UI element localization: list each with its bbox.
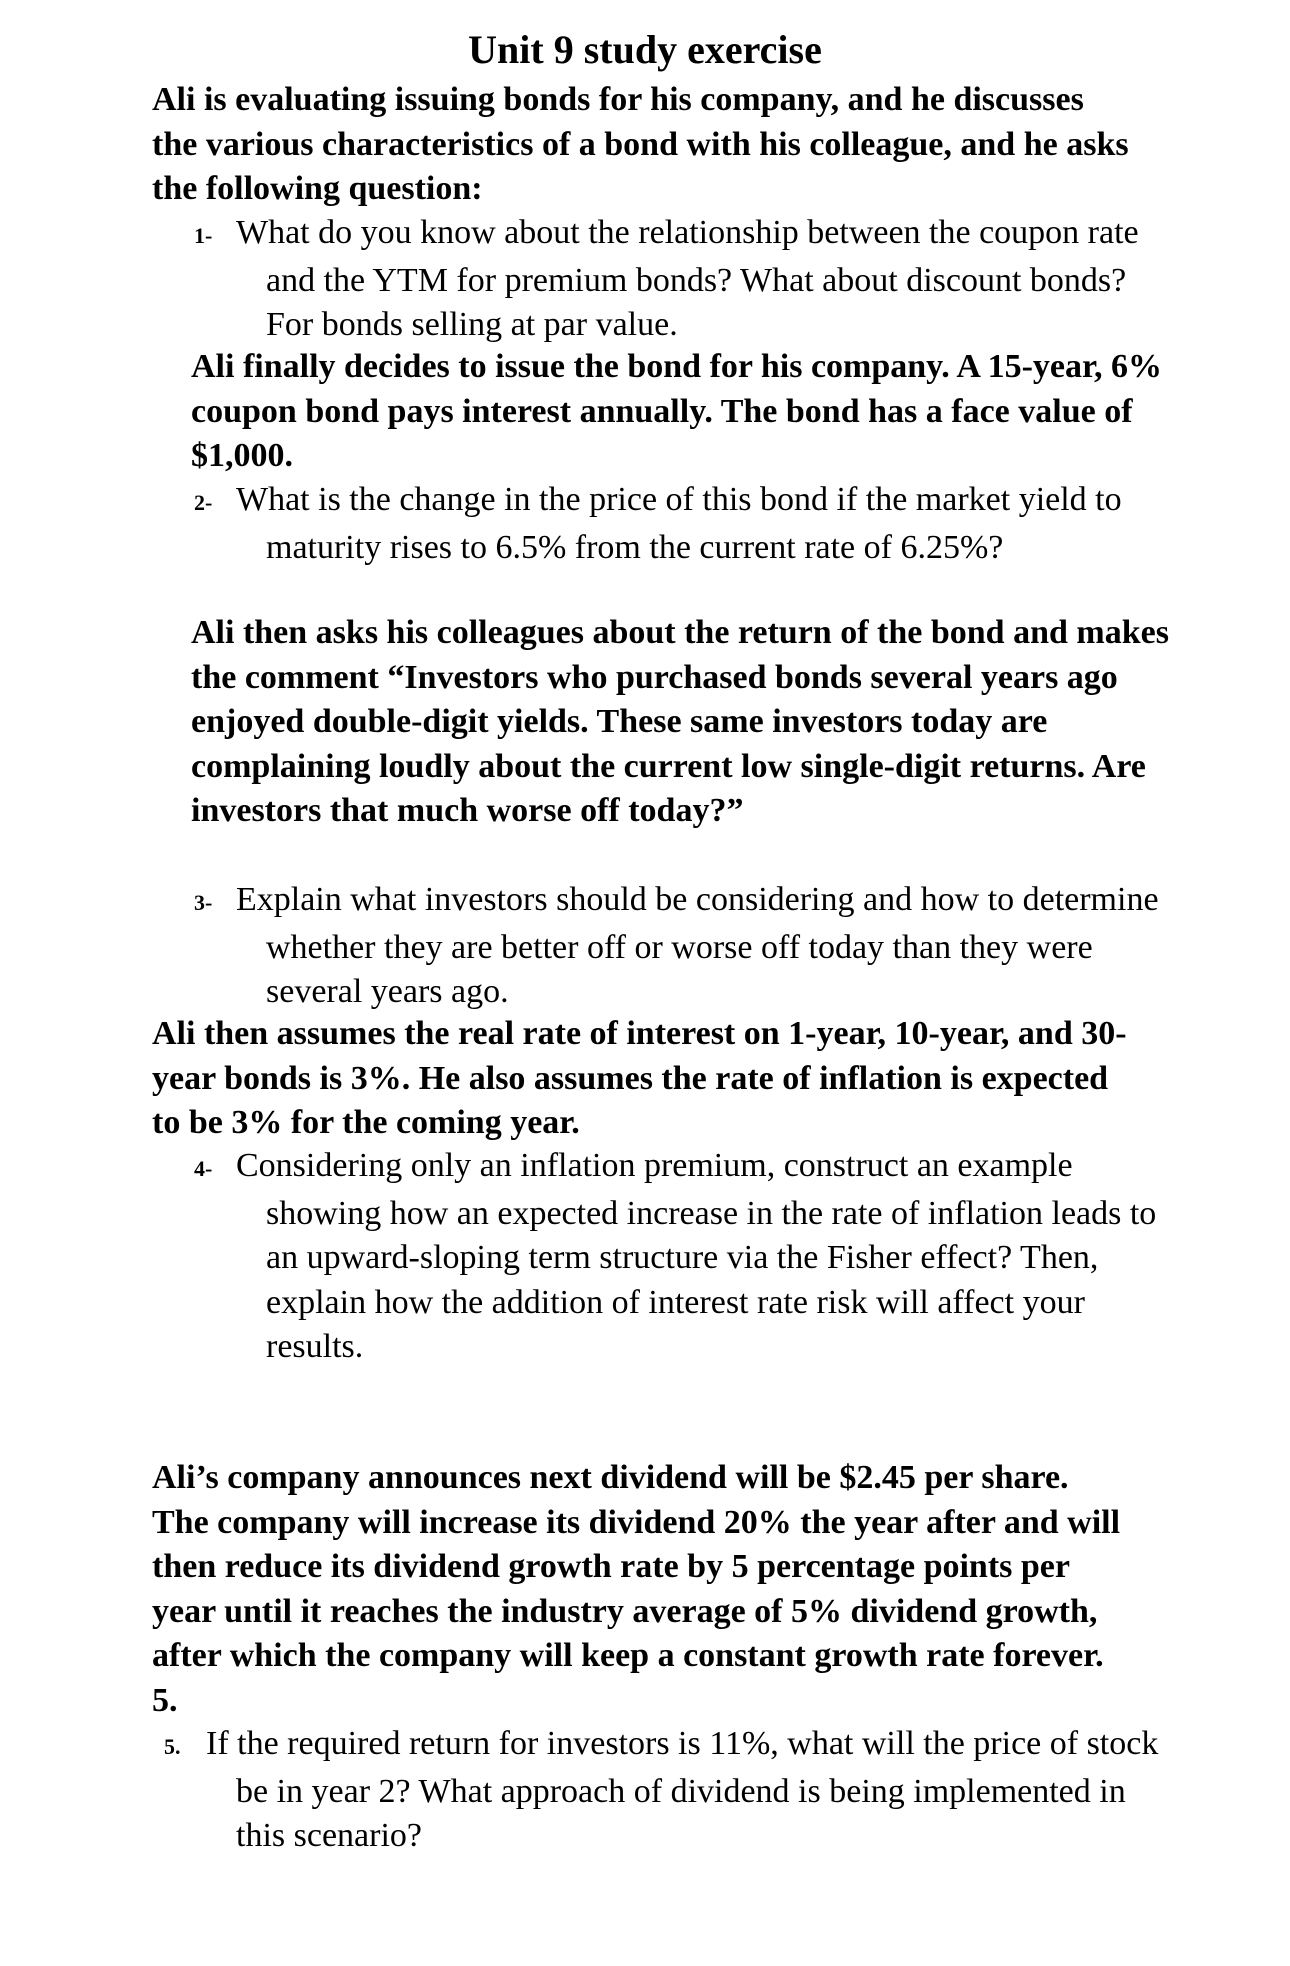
question-3-text: Explain what investors should be considering and how to determine whether they are better off or worse off today than they were several years ago. [236, 881, 1159, 1010]
question-1: 1- What do you know about the relationship between the coupon rate and the YTM for premium bonds? What about discount bonds? For bonds selling at par value. [194, 214, 1139, 343]
question-4-text: Considering only an inflation premium, construct an example showing how an expected increase in the rate of inflation leads to an upward-sloping term structure via the Fisher effect? Then, explain how the addition of interest rate risk will affect your results. [236, 1147, 1157, 1365]
question-2-text: What is the change in the price of this bond if the market yield to maturity rises to 6.5% from the current rate of 6.25%? [236, 481, 1122, 566]
question-5-text: If the required return for investors is 11%, what will the price of stock be in year 2? What approach of dividend is being implemented in this scenario? [206, 1725, 1159, 1854]
page-title: Unit 9 study exercise [468, 27, 822, 72]
question-4: 4- Considering only an inflation premium, construct an example showing how an expected increase in the rate of inflation leads to an upward-sloping term structure via the Fisher effect? Then, explain how the addition of interest rate risk will affect your results. [194, 1147, 1157, 1365]
question-5: 5. If the required return for investors is 11%, what will the price of stock be in year 2? What approach of dividend is being implemented in this scenario? [164, 1725, 1159, 1854]
question-1-text: What do you know about the relationship between the coupon rate and the YTM for premium bonds? What about discount bonds? For bonds selling at par value. [236, 214, 1139, 343]
question-2: 2- What is the change in the price of this bond if the market yield to maturity rises to 6.5% from the current rate of 6.25%? [194, 481, 1122, 566]
bond-paragraph: Ali finally decides to issue the bond for his company. A 15-year, 6% coupon bond pays interest annually. The bond has a face value of $1,000. [191, 348, 1162, 474]
question-3: 3- Explain what investors should be considering and how to determine whether they are better off or worse off today than they were several years ago. [194, 881, 1159, 1010]
real-rate-paragraph: Ali then assumes the real rate of interest on 1-year, 10-year, and 30-year bonds is 3%. He also assumes the rate of inflation is expected to be 3% for the coming year. [152, 1015, 1127, 1141]
intro-paragraph: Ali is evaluating issuing bonds for his company, and he discusses the various characteristics of a bond with his colleague, and he asks the following question: [152, 81, 1129, 207]
return-paragraph: Ali then asks his colleagues about the return of the bond and makes the comment “Investors who purchased bonds several years ago enjoyed double-digit yields. These same investors today are complaining loudly about the current low single-digit returns. Are investors that much worse off today?” [191, 614, 1169, 829]
dividend-paragraph: Ali’s company announces next dividend will be $2.45 per share. The company will increase its dividend 20% the year after and will then reduce its dividend growth rate by 5 percentage points per year until it reaches the industry average of 5% dividend growth, after which the company will keep a constant growth rate forever. 5. [152, 1459, 1121, 1719]
